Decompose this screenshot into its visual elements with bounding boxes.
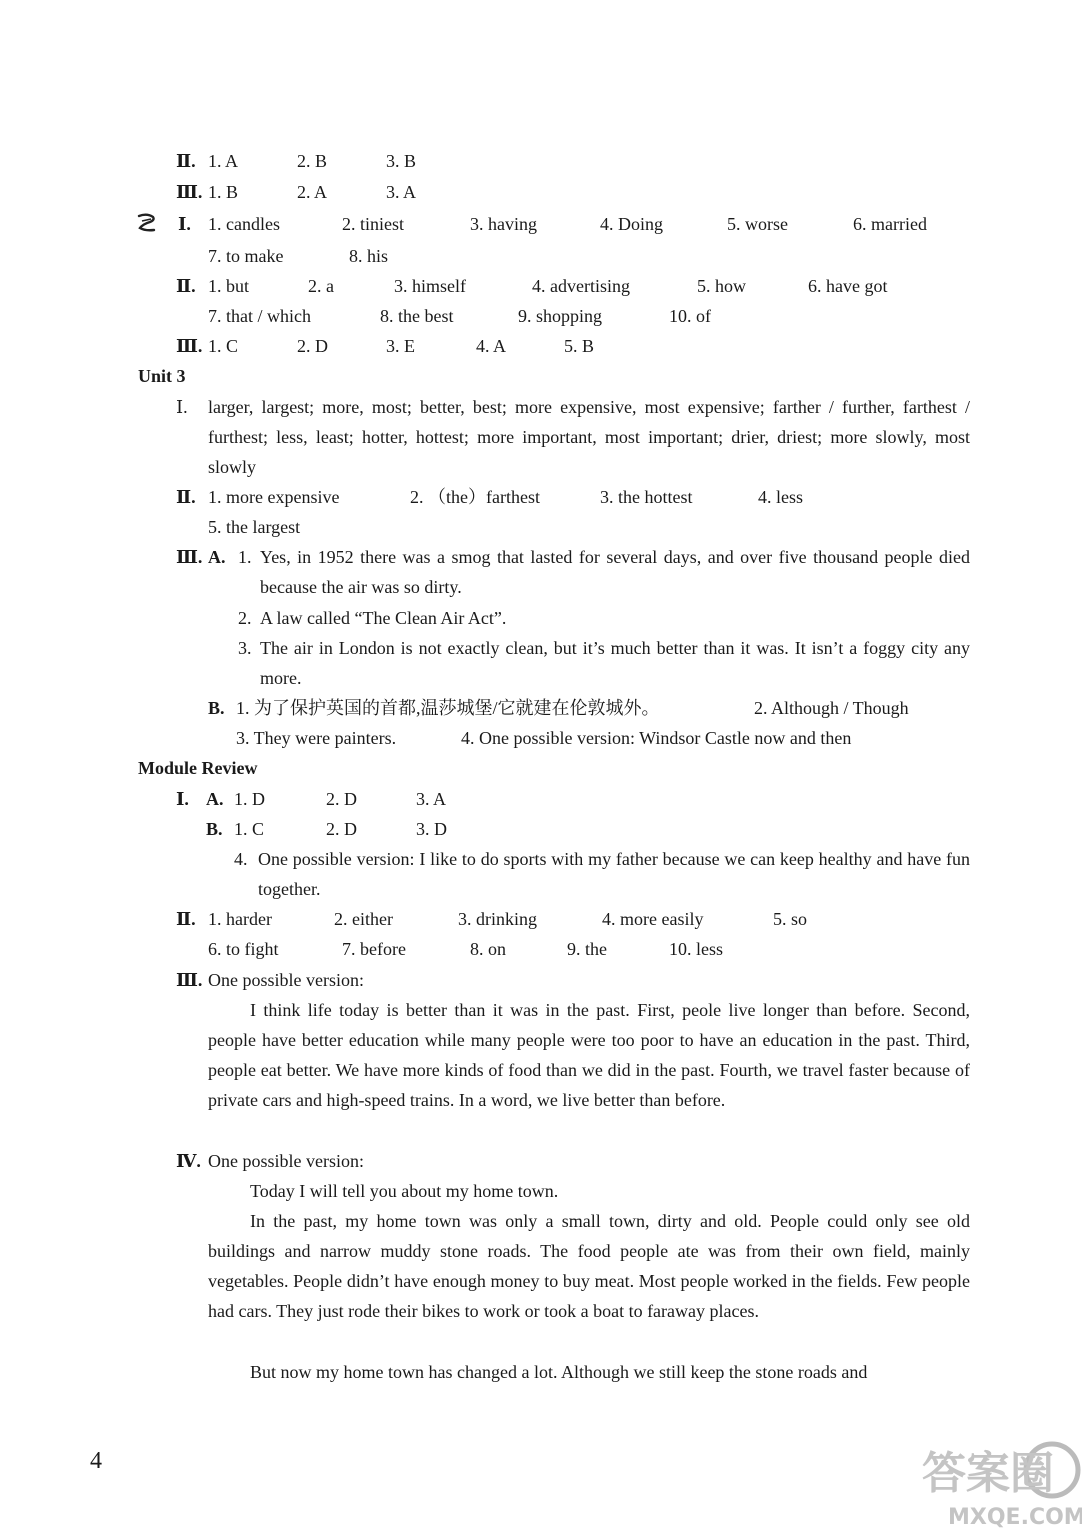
answer: 2. B [297, 151, 328, 171]
pencil-mark-icon [136, 212, 158, 234]
answer: 3. A [386, 182, 417, 202]
answer: 4. A [476, 336, 507, 356]
answer: 1. harder [208, 909, 272, 929]
row-1-answers [176, 784, 447, 814]
row-3-answers [176, 177, 417, 207]
item-number: 4. [234, 849, 248, 869]
essay-paragraph: But now my home town has changed a lot. Although we still keep the stone roads and [250, 1362, 868, 1382]
answer: 1. D [234, 789, 265, 809]
roman-numeral: Ⅰ. [176, 789, 189, 809]
answer: 6. married [853, 214, 927, 234]
row-1-answers [178, 209, 927, 239]
answer: 2. D [326, 819, 357, 839]
answer: 3. himself [394, 276, 466, 296]
roman-numeral: Ⅱ. [176, 909, 196, 929]
answer: 10. less [669, 939, 723, 959]
answer: 4. Doing [600, 214, 663, 234]
answer: 1. B [208, 182, 239, 202]
answer: 4. less [758, 487, 803, 507]
row-2-answers [176, 482, 803, 512]
roman-numeral: Ⅳ. [176, 1151, 201, 1171]
version-label: One possible version: [208, 1151, 364, 1171]
row-2-answers [176, 146, 417, 176]
version-label: One possible version: [208, 970, 364, 990]
answer: 2. Although / Though [754, 698, 909, 718]
row-2-answers [176, 904, 808, 934]
item-number: 3. [238, 638, 252, 658]
watermark-chars: 答案圈 [922, 1448, 1054, 1499]
section-heading-unit-3: Unit 3 [138, 366, 186, 386]
answer: 2. a [308, 276, 334, 296]
answer: 10. of [669, 306, 711, 326]
roman-numeral: Ⅲ. [176, 547, 203, 567]
essay-paragraph: I think life today is better than it was in the past. First, peole live longer than before. Second, people have better education while many people were too poor to have an education in the past. Third, people eat better. We have more kinds of food than we did in the past. Fourth, we travel faster because of private cars and high-speed trains. In a word, we live better than before. [208, 1000, 970, 1110]
roman-numeral: Ⅱ. [176, 276, 196, 296]
roman-numeral: Ⅱ. [176, 487, 196, 507]
row-3-answers [176, 331, 595, 361]
answer: 4. more easily [602, 909, 704, 929]
answer: 1. more expensive [208, 487, 340, 507]
answer: 4. advertising [532, 276, 630, 296]
answer: 5. B [564, 336, 595, 356]
answer: 9. shopping [518, 306, 603, 326]
watermark-url: MXQE.COM [948, 1505, 1082, 1530]
answer: 7. before [342, 939, 406, 959]
answer: 3. A [416, 789, 447, 809]
row-1-answers-b [206, 814, 447, 844]
answer: 5. so [773, 909, 808, 929]
translation-answer: 1. 为了保护英国的首都,温莎城堡/它就建在伦敦城外。 [236, 698, 660, 718]
essay-paragraph: Today I will tell you about my home town. [250, 1181, 559, 1201]
answer: 3. D [416, 819, 447, 839]
reading-answer: A law called “The Clean Air Act”. [260, 608, 507, 628]
comparatives-answer: larger, largest; more, most; better, best; more expensive, most expensive; farther / further, farthest / furthest; less, least; hotter, hottest; more important, most important; drier, driest; more slowly, most slowly [208, 397, 970, 477]
part-label: B. [206, 819, 223, 839]
row-2-answers [176, 271, 888, 301]
answer: 3. They were painters. [236, 728, 397, 748]
answer: 2. （the）farthest [410, 487, 540, 507]
part-label: A. [208, 547, 226, 567]
reading-answer: The air in London is not exactly clean, but it’s much better than it was. It isn’t a foggy city any more. [260, 638, 970, 688]
roman-numeral: Ⅲ. [176, 970, 203, 990]
answer: 3. B [386, 151, 417, 171]
answer: 1. but [208, 276, 250, 296]
answer: 9. the [567, 939, 607, 959]
section-heading-module-review: Module Review [138, 758, 258, 778]
answer: 1. A [208, 151, 239, 171]
answer: 2. D [297, 336, 328, 356]
answer: 4. One possible version: Windsor Castle now and then [461, 728, 852, 748]
roman-numeral: Ⅲ. [176, 182, 203, 202]
answer: 5. the largest [208, 517, 301, 537]
answer: 8. the best [380, 306, 454, 326]
answer: 3. the hottest [600, 487, 693, 507]
reading-answer: One possible version: I like to do sports with my father because we can keep healthy and have fun together. [258, 849, 970, 899]
page-number: 4 [90, 1448, 102, 1474]
part-label: A. [206, 789, 224, 809]
item-number: 1. [238, 547, 252, 567]
answer: 5. worse [727, 214, 788, 234]
answer: 1. candles [208, 214, 280, 234]
roman-numeral: Ⅰ. [176, 397, 188, 417]
answer: 3. drinking [458, 909, 537, 929]
answer: 1. C [208, 336, 239, 356]
watermark-badge-icon [912, 1430, 1082, 1530]
answer: 2. either [334, 909, 393, 929]
answer: 6. have got [808, 276, 888, 296]
roman-numeral: Ⅲ. [176, 336, 203, 356]
answer: 2. tiniest [342, 214, 404, 234]
answer: 3. E [386, 336, 415, 356]
reading-answer: Yes, in 1952 there was a smog that lasted for several days, and over five thousand people died because the air was so dirty. [260, 547, 970, 597]
answer: 7. to make [208, 246, 284, 266]
answer: 8. on [470, 939, 506, 959]
item-number: 2. [238, 608, 252, 628]
part-label: B. [208, 698, 225, 718]
roman-numeral: Ⅰ. [178, 214, 191, 234]
answer: 7. that / which [208, 306, 311, 326]
answer: 3. having [470, 214, 537, 234]
roman-numeral: Ⅱ. [176, 151, 196, 171]
answer: 2. A [297, 182, 328, 202]
answer: 5. how [697, 276, 746, 296]
answer: 6. to fight [208, 939, 279, 959]
watermark-logo [912, 1430, 1082, 1530]
essay-paragraph: In the past, my home town was only a small town, dirty and old. People could only see old buildings and narrow muddy stone roads. The food people ate was from their own field, mainly vegetables. People didn’t have enough money to buy meat. Most people worked in the fields. Few people had cars. They just rode their bikes to work or took a boat to faraway places. [208, 1211, 970, 1321]
answer: 8. his [349, 246, 389, 266]
answer: 2. D [326, 789, 357, 809]
answer: 1. C [234, 819, 265, 839]
